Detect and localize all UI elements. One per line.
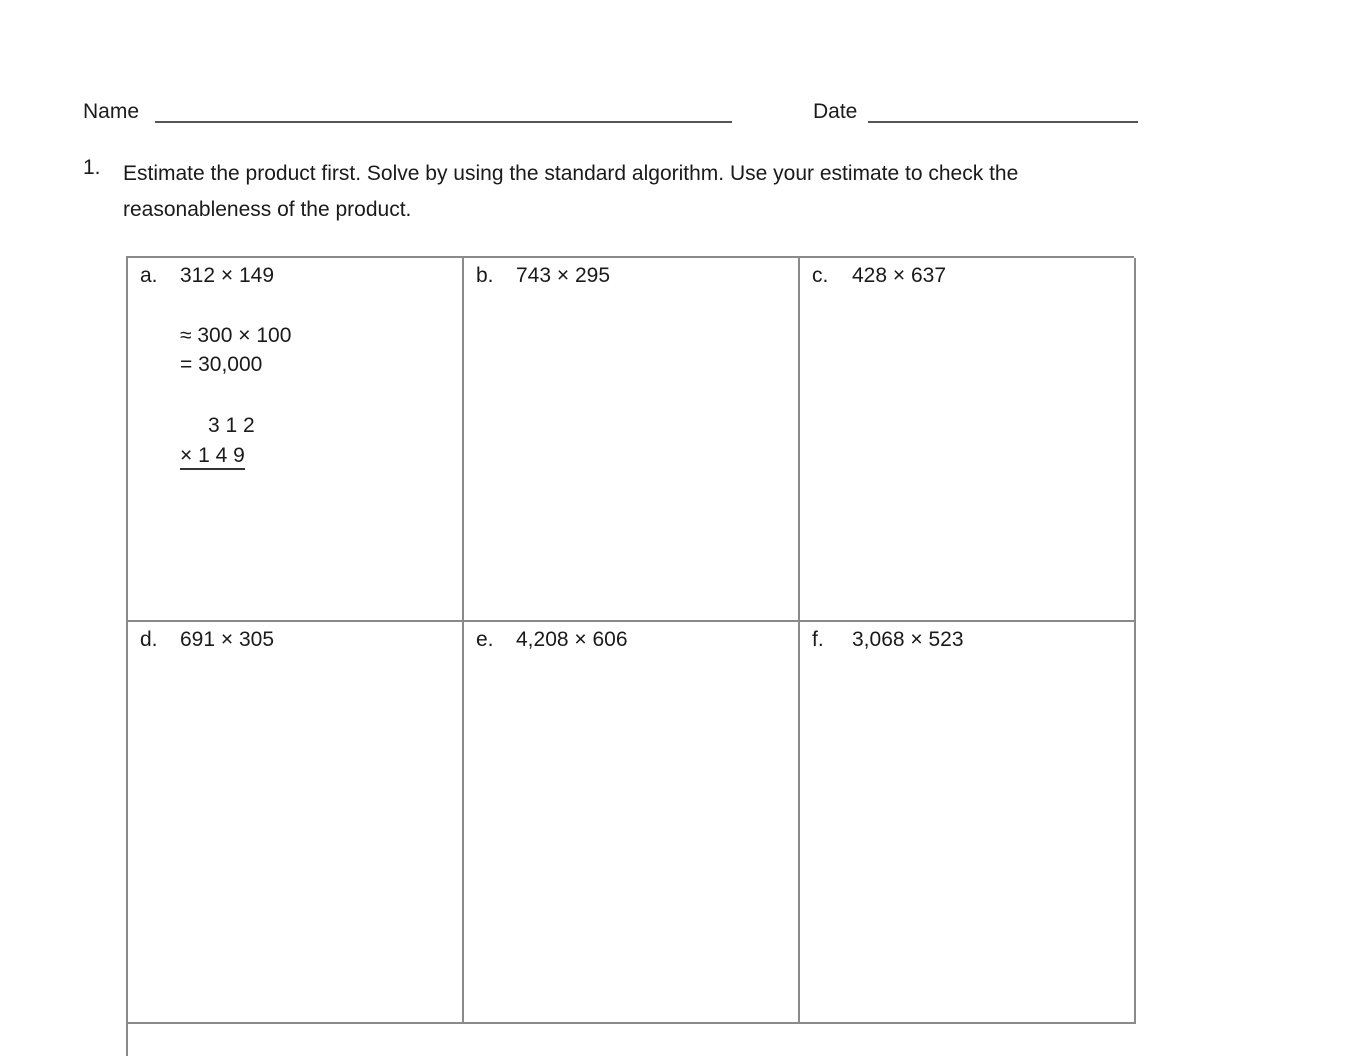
problem-cell-f[interactable] bbox=[800, 622, 1136, 1024]
problem-letter: c. bbox=[812, 264, 829, 287]
problem-letter: d. bbox=[140, 628, 158, 651]
estimate-line-2: = 30,000 bbox=[180, 353, 263, 376]
problem-expression: 312 × 149 bbox=[180, 264, 275, 287]
problem-cell-e[interactable] bbox=[464, 622, 800, 1024]
problem-letter: b. bbox=[476, 264, 494, 287]
problem-expression: 4,208 × 606 bbox=[516, 628, 628, 651]
problem-expression: 743 × 295 bbox=[516, 264, 611, 287]
problem-letter: f. bbox=[812, 628, 824, 651]
problem-cell-d[interactable] bbox=[128, 622, 464, 1024]
question-instructions: Estimate the product first. Solve by using the standard algorithm. Use your estimate to check the reasonableness of the product. bbox=[123, 162, 1019, 221]
problem-grid bbox=[126, 256, 1134, 1056]
problem-letter: e. bbox=[476, 628, 494, 651]
question-number: 1. bbox=[83, 156, 101, 179]
problem-cell-c[interactable] bbox=[800, 258, 1136, 622]
problem-expression: 428 × 637 bbox=[852, 264, 947, 287]
algorithm-top-number: 3 1 2 bbox=[208, 414, 255, 437]
problem-cell-a[interactable] bbox=[128, 258, 464, 622]
name-label: Name bbox=[83, 100, 140, 123]
problem-expression: 3,068 × 523 bbox=[852, 628, 964, 651]
problem-cell-b[interactable] bbox=[464, 258, 800, 622]
date-label: Date bbox=[813, 100, 858, 123]
problem-expression: 691 × 305 bbox=[180, 628, 275, 651]
algorithm-bottom-number: × 1 4 9 bbox=[180, 444, 245, 470]
name-field-line[interactable] bbox=[155, 121, 732, 123]
problem-letter: a. bbox=[140, 264, 158, 287]
date-field-line[interactable] bbox=[868, 121, 1138, 123]
estimate-line-1: ≈ 300 × 100 bbox=[180, 324, 292, 347]
